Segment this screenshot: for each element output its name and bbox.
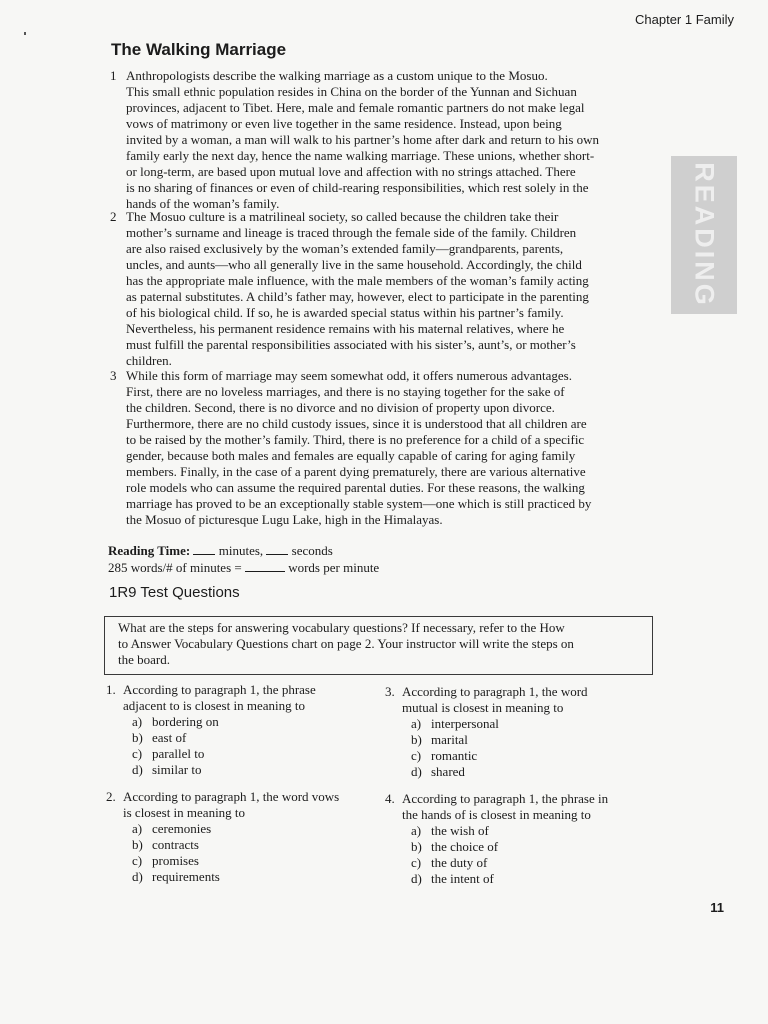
- paragraph-1: [110, 68, 650, 212]
- wpm-formula: 285 words/# of minutes =: [108, 560, 242, 575]
- answer-option-d[interactable]: d) similar to: [132, 762, 202, 777]
- paragraph-line: the children. Second, there is no divorce and no division of property upon divorce.: [126, 400, 555, 415]
- chapter-header: Chapter 1 Family: [635, 12, 734, 27]
- question-stem: adjacent to is closest in meaning to: [123, 698, 305, 713]
- paragraph-line: marriage has proved to be an exceptionally stable system—one which is still practiced by: [126, 496, 592, 511]
- paragraph-2: [110, 209, 650, 369]
- paragraph-line: Anthropologists describe the walking marriage as a custom unique to the Mosuo.: [126, 68, 548, 83]
- answer-option-b[interactable]: b) east of: [132, 730, 187, 745]
- page-number: 11: [710, 900, 724, 915]
- paragraph-line: Nevertheless, his permanent residence remains with his maternal relatives, where he: [126, 321, 565, 336]
- answer-option-c[interactable]: c) promises: [132, 853, 199, 868]
- reading-side-tab: [671, 156, 737, 314]
- minutes-label: minutes,: [218, 543, 264, 558]
- question-number: 3.: [385, 684, 395, 699]
- paragraph-line: First, there are no loveless marriages, and there is no staying together for the sake of: [126, 384, 565, 399]
- paragraph-line: invited by a woman, a man will walk to his partner’s home after dark and return to his own: [126, 132, 600, 147]
- answer-option-a[interactable]: a) ceremonies: [132, 821, 212, 836]
- answer-option-c[interactable]: c) parallel to: [132, 746, 205, 761]
- paragraph-line: as paternal substitutes. A child’s father may, however, elect to participate in the parenting: [126, 289, 589, 304]
- answer-option-b[interactable]: b) contracts: [132, 837, 199, 852]
- wpm-label: words per minute: [288, 560, 380, 575]
- paragraph-number: 3: [110, 368, 117, 383]
- answer-option-c[interactable]: c) the duty of: [411, 855, 488, 870]
- wpm-blank[interactable]: [245, 560, 285, 572]
- paragraph-line: Furthermore, there are no child custody issues, since it is understood that all children are: [126, 416, 587, 431]
- instruction-line: the board.: [118, 652, 170, 667]
- question-4: [385, 791, 608, 887]
- answer-option-a[interactable]: a) the wish of: [411, 823, 489, 838]
- paragraph-line: is no sharing of finances or even of child-rearing responsibilities, which rest solely in the: [126, 180, 589, 195]
- question-stem: mutual is closest in meaning to: [402, 700, 564, 715]
- paragraph-line: provinces, adjacent to Tibet. Here, male and female romantic partners do not make legal: [126, 100, 585, 115]
- paragraph-line: hands of the woman’s family.: [126, 196, 280, 211]
- answer-option-c[interactable]: c) romantic: [411, 748, 478, 763]
- paragraph-line: gender, because both males and females are equally capable of caring for aging family: [126, 448, 576, 463]
- question-stem: is closest in meaning to: [123, 805, 246, 820]
- answer-option-d[interactable]: d) shared: [411, 764, 465, 779]
- question-3: [385, 684, 588, 780]
- paragraph-line: The Mosuo culture is a matrilineal society, so called because the children take their: [126, 209, 559, 224]
- paragraph-line: are also raised exclusively by the woman’s extended family—grandparents, parents,: [126, 241, 564, 256]
- question-2: [106, 789, 339, 885]
- paragraph-line: or long-term, are based upon mutual love and affection with no strings attached. There: [126, 164, 576, 179]
- answer-option-d[interactable]: d) requirements: [132, 869, 220, 884]
- paragraph-line: family early the next day, hence the name walking marriage. These unions, whether short-: [126, 148, 595, 163]
- seconds-label: seconds: [291, 543, 333, 558]
- paragraph-line: This small ethnic population resides in China on the border of the Yunnan and Sichuan: [126, 84, 577, 99]
- paragraph-line: vows of matrimony or even live together in the same residence. Instead, upon being: [126, 116, 562, 131]
- paragraph-line: must fulfill the parental responsibilities associated with his sister’s, aunt’s, or mother’s: [126, 337, 576, 352]
- answer-option-a[interactable]: a) interpersonal: [411, 716, 499, 731]
- seconds-blank[interactable]: [266, 543, 288, 555]
- question-number: 2.: [106, 789, 116, 804]
- paragraph-line: role models who can assume the required parental duties. For these reasons, the walking: [126, 480, 585, 495]
- paragraph-line: children.: [126, 353, 172, 368]
- instruction-line: What are the steps for answering vocabulary questions? If necessary, refer to the How: [118, 620, 565, 635]
- question-number: 4.: [385, 791, 395, 806]
- question-stem: According to paragraph 1, the word vows: [123, 789, 340, 804]
- paragraph-line: of his biological child. If so, he is awarded special status within his partner’s family.: [126, 305, 564, 320]
- answer-option-b[interactable]: b) marital: [411, 732, 468, 747]
- minutes-blank[interactable]: [193, 543, 215, 555]
- answer-option-b[interactable]: b) the choice of: [411, 839, 499, 854]
- question-number: 1.: [106, 682, 116, 697]
- instruction-box: [104, 616, 653, 675]
- paragraph-line: to be raised by the mother’s family. Third, there is no preference for a child of a specific: [126, 432, 585, 447]
- question-1: [106, 682, 316, 778]
- instruction-line: to Answer Vocabulary Questions chart on page 2. Your instructor will write the steps on: [118, 636, 574, 651]
- paragraph-line: mother’s surname and lineage is traced through the female side of the family. Children: [126, 225, 577, 240]
- question-stem: According to paragraph 1, the word: [402, 684, 588, 699]
- paragraph-line: uncles, and aunts—who all generally live in the same household. Accordingly, the child: [126, 257, 582, 272]
- reading-tab-label: READING: [689, 162, 720, 308]
- page-title: The Walking Marriage: [111, 40, 287, 59]
- paragraph-line: the Mosuo of picturesque Lugu Lake, high in the Himalayas.: [126, 512, 443, 527]
- question-stem: According to paragraph 1, the phrase: [123, 682, 316, 697]
- reading-time-block: [108, 542, 379, 576]
- question-stem: the hands of is closest in meaning to: [402, 807, 591, 822]
- answer-option-d[interactable]: d) the intent of: [411, 871, 494, 886]
- answer-option-a[interactable]: a) bordering on: [132, 714, 219, 729]
- paragraph-line: While this form of marriage may seem somewhat odd, it offers numerous advantages.: [126, 368, 572, 383]
- paragraph-3: [110, 368, 650, 528]
- test-section-title: 1R9 Test Questions: [109, 584, 240, 601]
- question-stem: According to paragraph 1, the phrase in: [402, 791, 609, 806]
- paragraph-number: 1: [110, 68, 117, 83]
- paragraph-line: members. Finally, in the case of a parent dying prematurely, there are various alternative: [126, 464, 586, 479]
- paragraph-number: 2: [110, 209, 117, 224]
- reading-time-label: Reading Time:: [108, 543, 191, 558]
- scan-mark: [24, 32, 26, 35]
- paragraph-line: has the appropriate male influence, with the male members of the woman’s family acting: [126, 273, 589, 288]
